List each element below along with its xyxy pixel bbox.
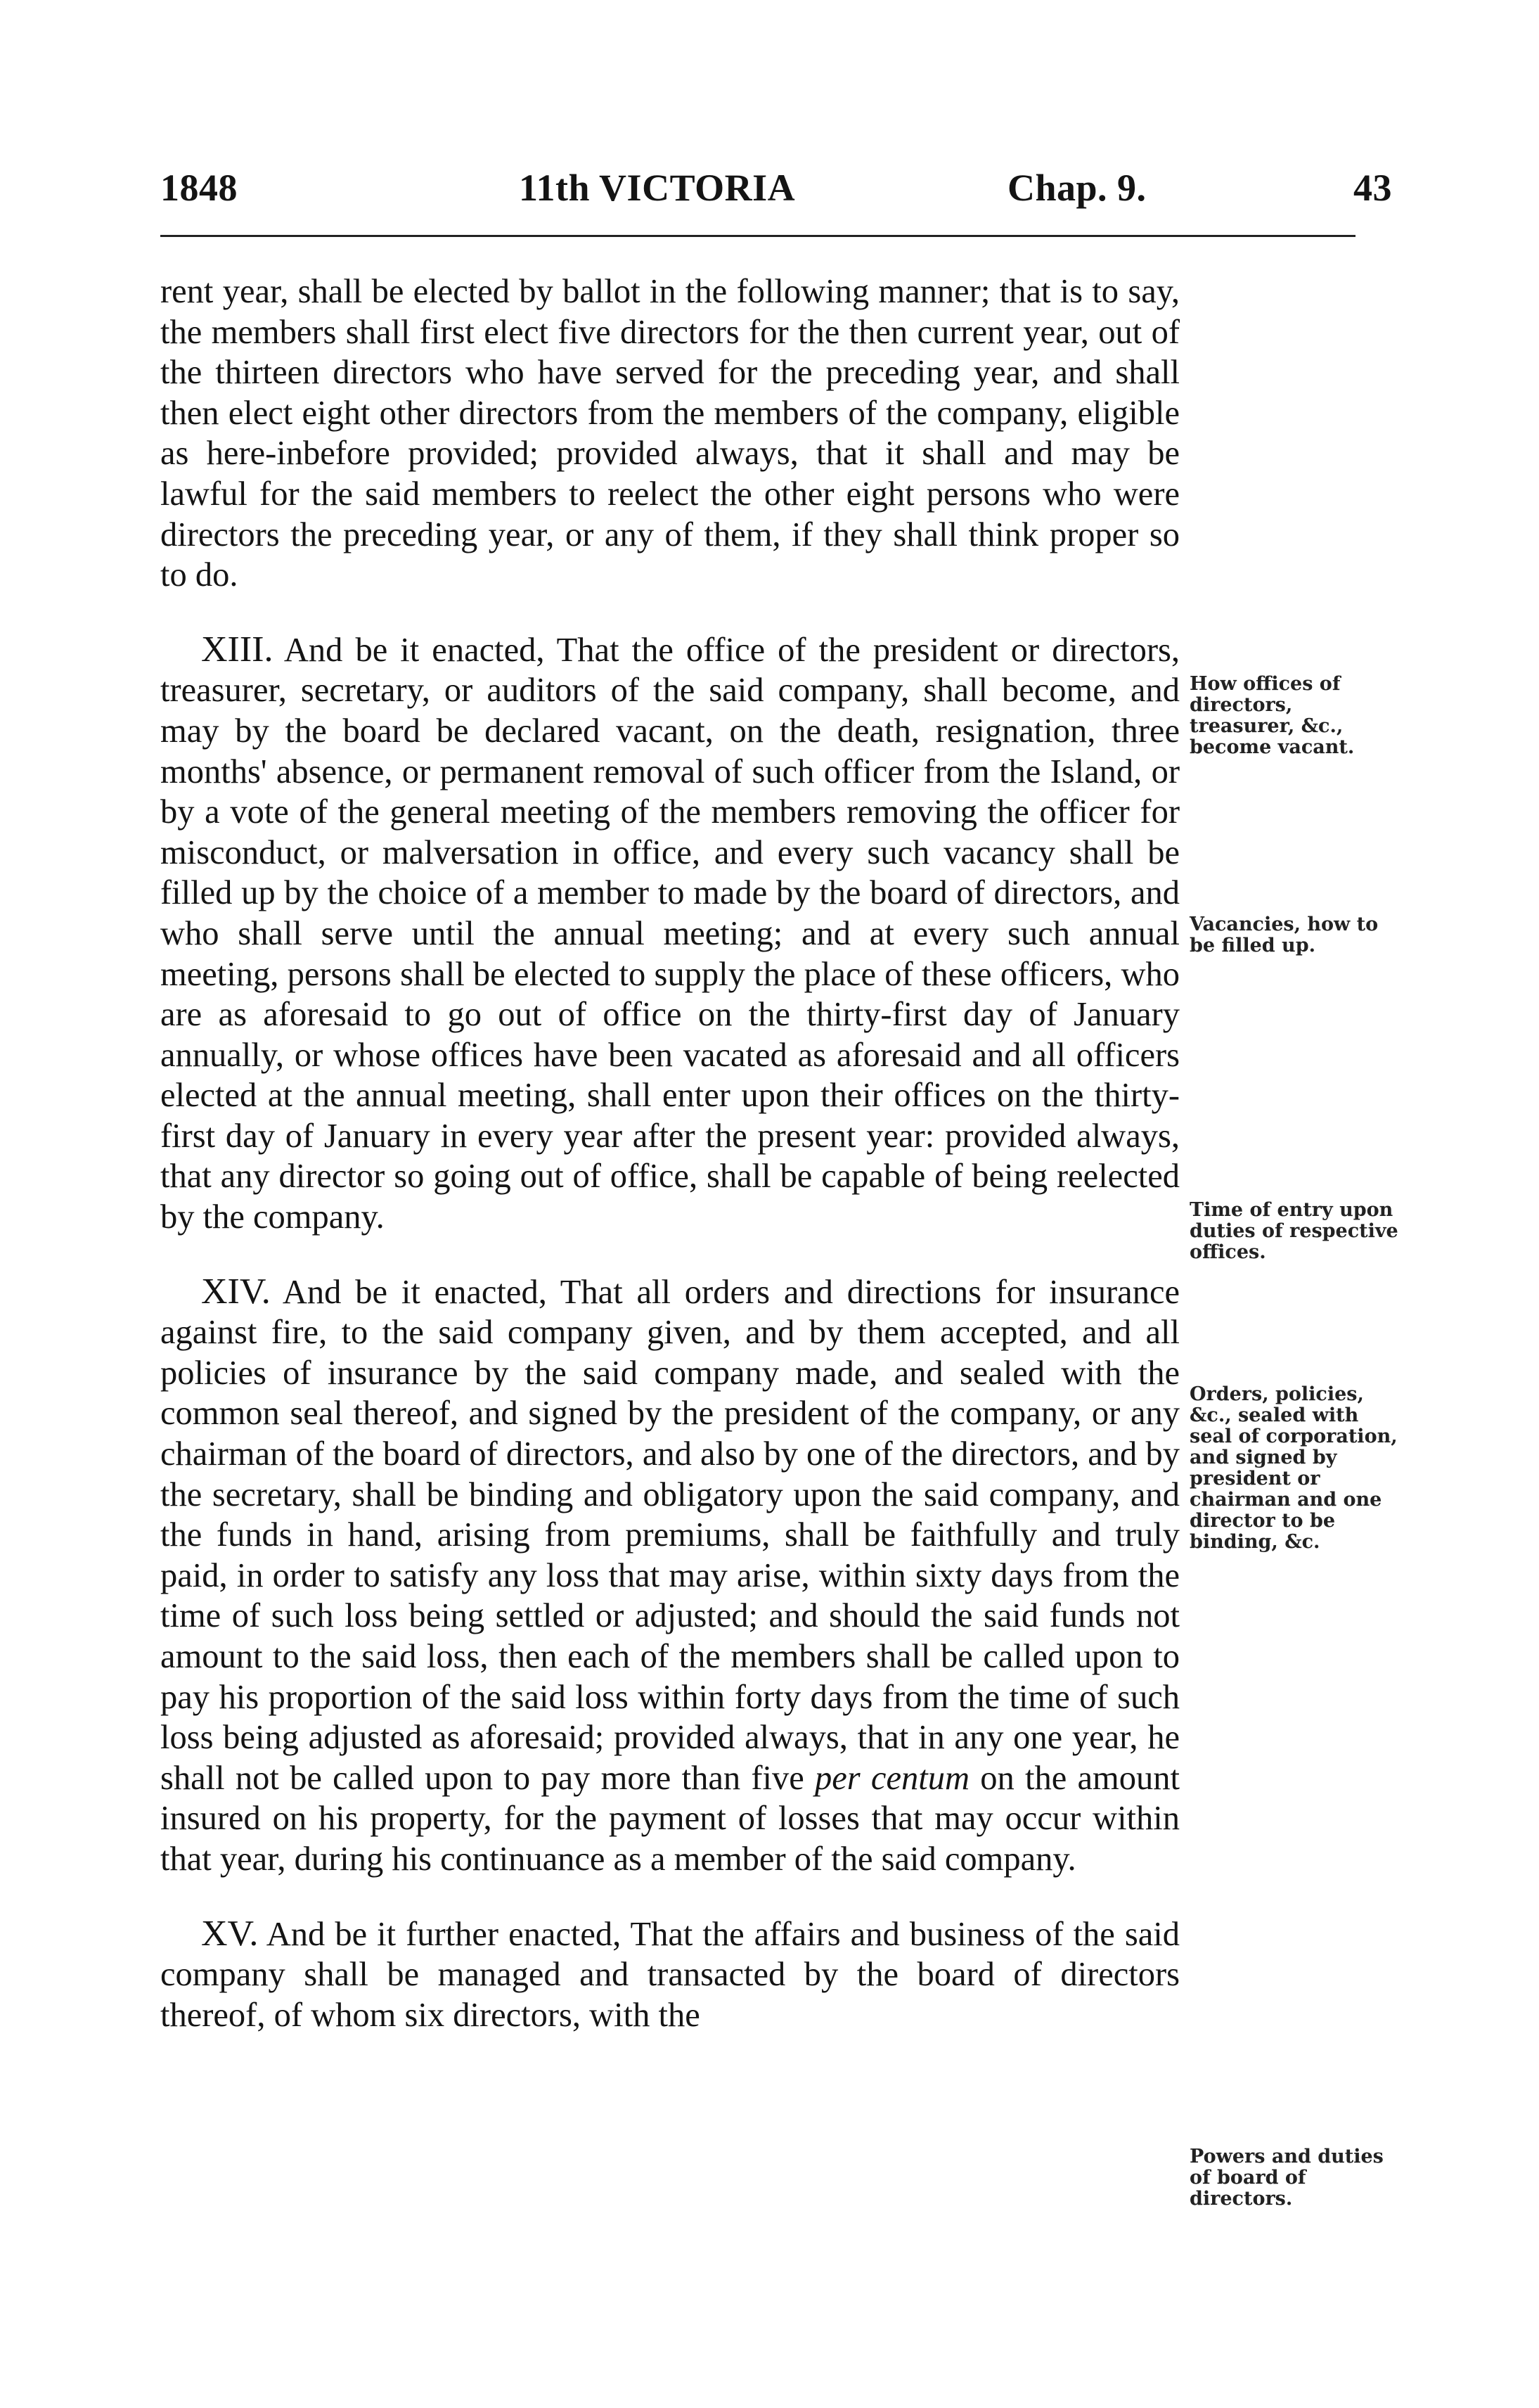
section-14-number: XIV.: [201, 1271, 271, 1312]
header-page-number: 43: [1353, 167, 1392, 209]
margin-note-orders: Orders, policies, &c., sealed with seal of corporation, and signed by president or chairman and one director to be binding, &c.: [1190, 1383, 1398, 1553]
section-15-number: XV.: [201, 1913, 259, 1954]
section-14: [160, 1272, 1180, 1880]
section-15: [160, 1914, 1180, 2036]
header-year: 1848: [160, 167, 238, 209]
header-rule: [160, 235, 1356, 237]
main-text: [160, 271, 1180, 2035]
margin-note-entry: Time of entry upon duties of respective offices.: [1190, 1199, 1398, 1263]
paragraph-continued: rent year, shall be elected by ballot in the following manner; that is to say, the members shall first elect five directors for the then current year, out of the thirteen directors who have served for the preceding year, and shall then elect eight other directors from the members of the company, eligible as here-inbefore provided; provided always, that it shall and may be lawful for the said members to reelect the other eight persons who were directors the preceding year, or any of them, if they shall think proper so to do.: [160, 273, 1180, 594]
section-13-text: And be it enacted, That the office of the president or directors, treasurer, secretary, or auditors of the said company, shall become, and may by the board be declared vacant, on the death, resignation, three months' absence, or permanent removal of such officer from the Island, or by a vote of the general meeting of the members removing the officer for misconduct, or malversation in office, and every such vacancy shall be filled up by the choice of a member to made by the board of directors, and who shall serve until the annual meeting; and at every such annual meeting, persons shall be elected to supply the place of these officers, who are as aforesaid to go out of office on the thirty-first day of January annually, or whose offices have been vacated as aforesaid and all officers elected at the annual meeting, shall enter upon their offices on the thirty-first day of January in every year after the present year: provided always, that any director so going out of office, shall be capable of being reelected by the company.: [160, 631, 1180, 1236]
section-14-text-b: on the amount insured on his property, for the payment of losses that may occur within that year, during his continuance as a member of the said company.: [160, 1759, 1180, 1878]
margin-note-filling: Vacancies, how to be filled up.: [1190, 914, 1379, 956]
margin-note-powers: Powers and duties of board of directors.: [1190, 2146, 1384, 2210]
section-13-number: XIII.: [201, 629, 273, 670]
header-chapter: Chap. 9.: [1007, 167, 1147, 209]
section-14-italic: per centum: [815, 1759, 970, 1797]
margin-note-vacancy: How offices of directors, treasurer, &c., become vacant.: [1190, 673, 1355, 758]
section-13: [160, 629, 1180, 1238]
running-head: [160, 166, 1392, 215]
section-14-text-a: And be it enacted, That all orders and directions for insurance against fire, to the said company given, and by them accepted, and all policies of insurance by the said company made, and sealed with the common seal thereof, and signed by the president of the company, or any chairman of the board of directors, and also by one of the directors, and by the secretary, shall be binding and obligatory upon the said company, and the funds in hand, arising from premiums, shall be faithfully and truly paid, in order to satisfy any loss that may arise, within sixty days from the time of such loss being settled or adjusted; and should the said funds not amount to the said loss, then each of the members shall be called upon to pay his proportion of the said loss within forty days from the time of such loss being adjusted as aforesaid; provided always, that in any one year, he shall not be called upon to pay more than five: [160, 1273, 1180, 1797]
section-15-text: And be it further enacted, That the affairs and business of the said company shall be managed and transacted by the board of directors thereof, of whom six directors, with the: [160, 1915, 1180, 2034]
header-title: 11th VICTORIA: [519, 167, 796, 209]
